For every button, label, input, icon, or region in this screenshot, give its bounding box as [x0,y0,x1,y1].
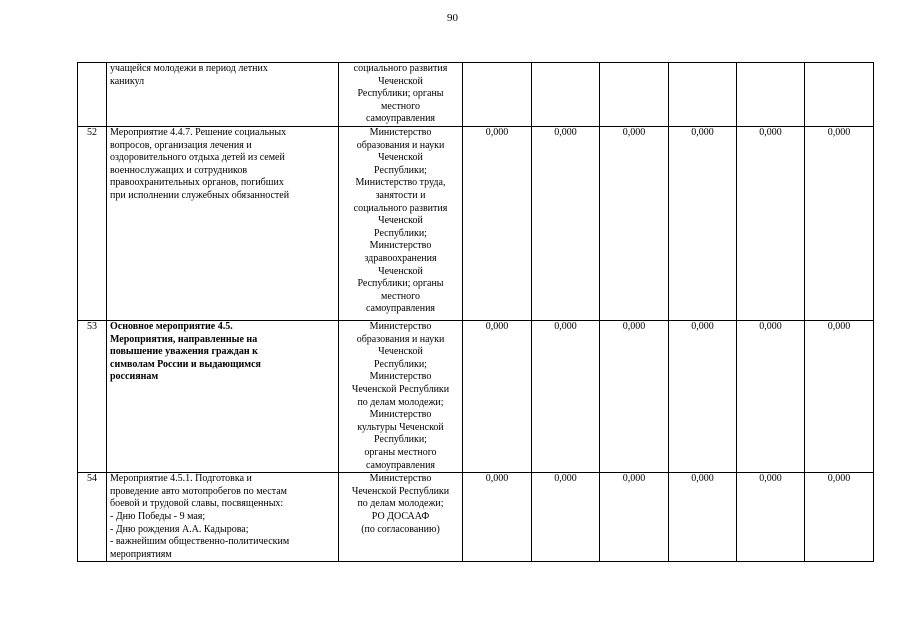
executor-line: Республики; [374,164,427,176]
executor-line: Республики; [374,434,427,446]
executor-line: местного [380,100,421,112]
table-row [78,127,874,321]
description-line: каникул [110,75,145,87]
executor-line: Министерство труда, [355,177,446,189]
executor-line: Министерство [369,127,432,138]
row-number: 52 [78,127,107,321]
description-line: правоохранительных органов, погибших [110,177,284,189]
executor-line: Чеченской [378,265,423,277]
funding-value-year-4: 0,000 [669,127,737,321]
funding-value-year-3 [600,63,669,127]
funding-value-year-1: 0,000 [463,473,532,562]
funding-value-year-2: 0,000 [532,473,600,562]
executor-line: Чеченской [378,152,423,164]
funding-value-year-2: 0,000 [532,321,600,473]
funding-value-year-3: 0,000 [600,473,669,562]
funding-value-year-5: 0,000 [737,321,805,473]
funding-value-year-2 [532,63,600,127]
executor-line: Министерство [369,371,432,383]
executor-line: Министерство [369,473,432,485]
executor-line: по делам молодежи; [357,498,444,510]
executor-line: социального развития [353,202,448,214]
responsible-executors [339,473,463,562]
activity-description [107,473,339,562]
executor-line: образования и науки [356,139,445,151]
description-line: - важнейшим общественно-политическим [110,536,290,548]
funding-value-year-6: 0,000 [805,321,874,473]
executor-line: социального развития [353,63,448,74]
executor-line: Чеченской Республики [351,383,450,395]
funding-value-year-1: 0,000 [463,127,532,321]
funding-value-year-4: 0,000 [669,321,737,473]
executor-line: Республики; органы [357,278,444,290]
description-line: Мероприятия, направленные на [110,333,258,345]
description-line: мероприятиям [110,548,172,560]
responsible-executors [339,63,463,127]
funding-value-year-4: 0,000 [669,473,737,562]
description-line: при исполнении служебных обязанностей [110,189,290,201]
executor-line: Чеченской [378,75,423,87]
description-line: повышение уважения граждан к [110,346,258,358]
funding-value-year-5 [737,63,805,127]
description-line: символам России и выдающимся [110,358,261,370]
activity-description [107,321,339,473]
page-number: 90 [447,12,458,24]
executor-line: Чеченской [378,215,423,227]
executor-line: Республики; [374,358,427,370]
description-line: учащейся молодежи в период летних [110,63,268,74]
description-line: боевой и трудовой славы, посвященных: [110,498,284,510]
description-line: Мероприятие 4.5.1. Подготовка и [110,473,252,485]
executor-line: самоуправления [365,459,436,471]
executor-line: культуры Чеченской [357,421,444,433]
funding-value-year-5: 0,000 [737,473,805,562]
description-line: - Дню рождения А.А. Кадырова; [110,523,249,535]
activity-description [107,63,339,127]
table-row [78,473,874,562]
executor-line: Министерство [369,321,432,332]
description-line: россиянам [110,371,159,383]
description-line: - Дню Победы - 9 мая; [110,510,206,522]
executor-line: самоуправления [365,303,436,315]
description-line: проведение авто мотопробегов по местам [110,485,287,497]
executor-line: органы местного [364,446,437,458]
description-line: Мероприятие 4.4.7. Решение социальных [110,127,287,138]
funding-value-year-4 [669,63,737,127]
executor-line: Республики; [374,227,427,239]
funding-value-year-1 [463,63,532,127]
activity-description [107,127,339,321]
funding-value-year-2: 0,000 [532,127,600,321]
executor-line: (по согласованию) [361,523,440,535]
executor-line: Министерство [369,409,432,421]
description-line: вопросов, организация лечения и [110,139,252,151]
program-activities-table [77,62,874,562]
funding-value-year-5: 0,000 [737,127,805,321]
executor-line: по делам молодежи; [357,396,444,408]
row-number: 54 [78,473,107,562]
responsible-executors [339,321,463,473]
table-row [78,63,874,127]
executor-line: занятости и [375,189,426,201]
funding-value-year-3: 0,000 [600,127,669,321]
description-line: военнослужащих и сотрудников [110,164,248,176]
executor-line: Чеченской Республики [351,485,450,497]
table-row [78,321,874,473]
executor-line: РО ДОСААФ [371,510,430,522]
executor-line: Чеченской [378,346,423,358]
funding-value-year-6 [805,63,874,127]
executor-line: образования и науки [356,333,445,345]
executor-line: Министерство [369,240,432,252]
row-number: 53 [78,321,107,473]
description-line: Основное мероприятие 4.5. [110,321,233,332]
executor-line: местного [380,290,421,302]
funding-value-year-6: 0,000 [805,127,874,321]
funding-value-year-6: 0,000 [805,473,874,562]
row-number [78,63,107,127]
funding-value-year-3: 0,000 [600,321,669,473]
executor-line: Республики; органы [357,88,444,100]
executor-line: самоуправления [365,113,436,125]
funding-value-year-1: 0,000 [463,321,532,473]
responsible-executors [339,127,463,321]
executor-line: здравоохранения [364,252,437,264]
description-line: оздоровительного отдыха детей из семей [110,152,285,164]
